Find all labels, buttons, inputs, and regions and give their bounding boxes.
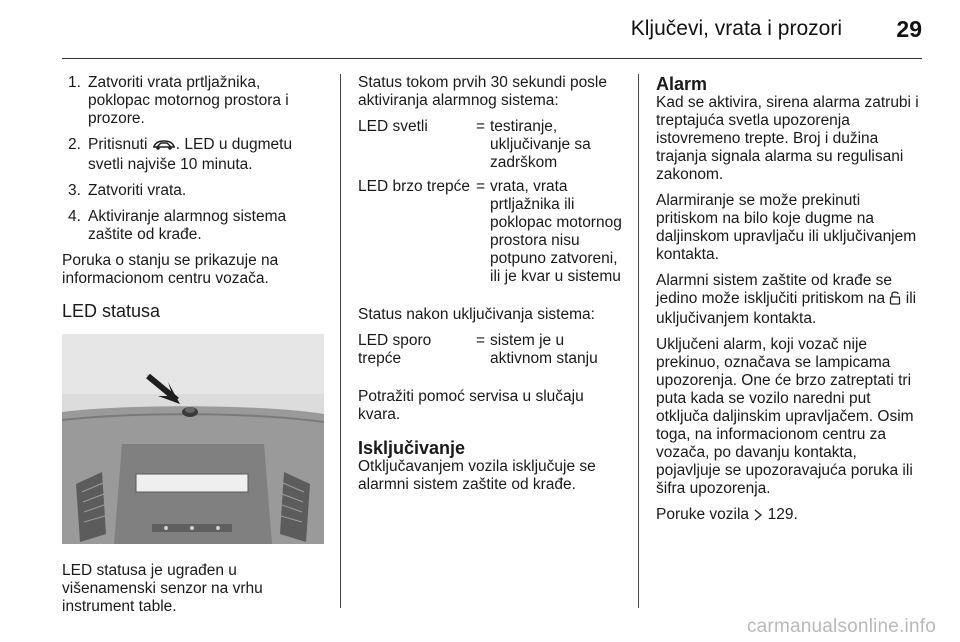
alarm-paragraph: Alarmni sistem zaštite od krađe se jedino može isključiti pritiskom na ili uključivanjem kontakta. [656, 272, 917, 327]
status-after-intro: Status nakon uključivanja sistema: [358, 306, 595, 323]
page-link[interactable]: 129. [767, 506, 798, 523]
table-row: LED sporo trepće = sistem je u aktivnom stanju [358, 332, 598, 367]
disable-text: Otključavanjem vozila isključuje se alarmni sistem zaštite od krađe. [358, 458, 596, 493]
watermark: carmanualsonline.info [746, 616, 936, 637]
image-caption: LED statusa je ugrađen u višenamenski senzor na vrhu instrument table. [62, 562, 263, 615]
dashboard-led-photo [62, 334, 324, 544]
step-item: 1. Zatvoriti vrata prtljažnika, poklopac motornog prostora i prozore. [68, 74, 289, 127]
status-table-active [358, 332, 622, 374]
vehicle-messages-ref: Poruke vozila 129. [656, 506, 922, 526]
led-heading: LED statusa [62, 301, 161, 321]
column-divider-right [638, 74, 639, 608]
alarm-paragraph: Kad se aktivira, sirena alarma zatrubi i treptajuća svetla upozorenja istovremeno trepte. Broj i dužina trajanja signala alarma su regulisani zakonom. [656, 94, 919, 183]
steps-list [62, 74, 324, 244]
alarm-paragraph: Alarmiranje se može prekinuti pritiskom na bilo koje dugme na daljinskom upravljaču ili uključivanjem kontakta. [656, 192, 917, 263]
column-left [62, 74, 324, 624]
step-item: 4. Aktiviranje alarmnog sistema zaštite od krađe. [68, 208, 287, 243]
step-item: 3. Zatvoriti vrata. [68, 182, 187, 199]
page-number: 29 [896, 16, 922, 42]
status-table-initial [358, 118, 622, 292]
disable-heading: Isključivanje [358, 438, 466, 458]
page-title: Ključevi, vrata i prozori [630, 17, 842, 40]
unlock-padlock-icon [889, 290, 901, 310]
page-reference-arrow-icon [753, 508, 763, 526]
table-row: LED svetli = testiranje, uključivanje sa zadrškom [358, 118, 591, 171]
header-divider [62, 58, 922, 59]
service-note: Potražiti pomoć servisa u slučaju kvara. [358, 388, 584, 423]
alarm-paragraph: Uključeni alarm, koji vozač nije prekinuo, označava se lampicama upozorenja. One će brzo zatreptati tri puta kada se vozilo naredni put otključa daljinskim upravljačem. Osim toga, na informacionom centru za vozača, po davanju kontakta, pojavljuje se upozoravajuća poruka ili šifra upozorenja. [656, 336, 914, 497]
column-divider-left [340, 74, 341, 608]
table-row: LED brzo trepće = vrata, vrata prtljažnika ili poklopac motornog prostora nisu potpuno zatvoreni, ili je kvar u sistemu [358, 178, 622, 285]
status-intro: Status tokom prvih 30 sekundi posle aktiviranja alarmnog sistema: [358, 74, 607, 109]
column-right [656, 74, 922, 534]
page-header [0, 0, 960, 60]
column-middle [358, 74, 622, 502]
status-message-text: Poruka o stanju se prikazuje na informacionom centru vozača. [62, 252, 279, 287]
car-lock-icon [152, 138, 176, 156]
alarm-heading: Alarm [656, 74, 708, 94]
step-item: 2. Pritisnuti . LED u dugmetu svetli najviše 10 minuta. [68, 136, 293, 173]
